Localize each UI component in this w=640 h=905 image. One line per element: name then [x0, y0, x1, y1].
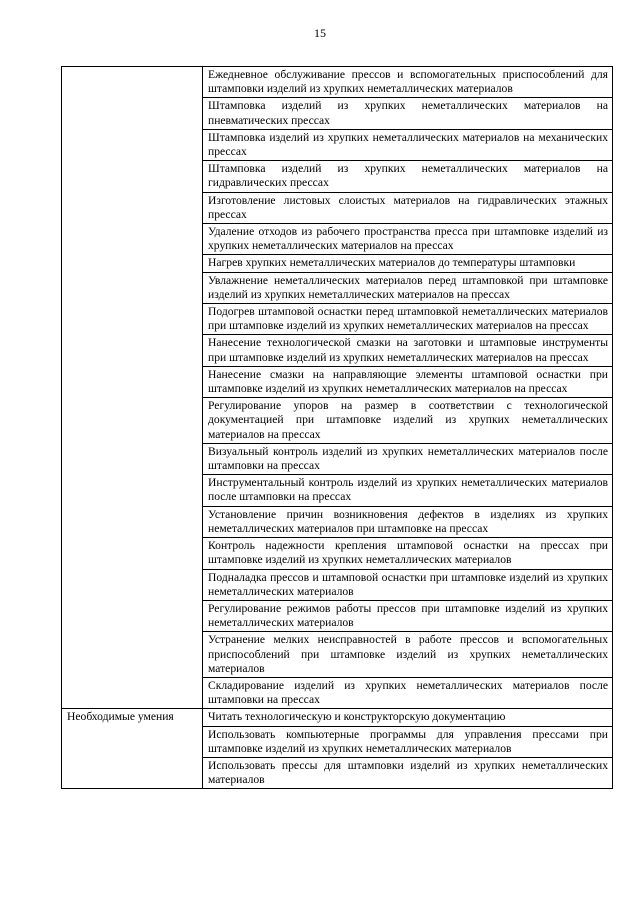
labor-action-cell: Устранение мелких неисправностей в работе прессов и вспомогательных приспособлений при штамповке изделий из хрупких неметаллических материалов — [203, 632, 613, 678]
labor-action-cell: Инструментальный контроль изделий из хрупких неметаллических материалов после штамповки на прессах — [203, 475, 613, 506]
labor-action-cell: Нагрев хрупких неметаллических материалов до температуры штамповки — [203, 255, 613, 272]
labor-action-cell: Удаление отходов из рабочего пространства пресса при штамповке изделий из хрупких неметаллических материалов на прессах — [203, 224, 613, 255]
labor-action-cell: Штамповка изделий из хрупких неметаллических материалов на гидравлических прессах — [203, 161, 613, 192]
labor-action-cell: Регулирование режимов работы прессов при штамповке изделий из хрупких неметаллических материалов — [203, 600, 613, 631]
labor-action-cell: Контроль надежности крепления штамповой оснастки на прессах при штамповке изделий из хрупких неметаллических материалов — [203, 538, 613, 569]
labor-action-cell: Складирование изделий из хрупких неметаллических материалов после штамповки на прессах — [203, 677, 613, 708]
skill-cell: Читать технологическую и конструкторскую документацию — [203, 709, 613, 726]
table-body — [62, 67, 613, 789]
page-number: 15 — [314, 26, 326, 40]
qualification-table — [61, 66, 613, 789]
labor-action-cell: Увлажнение неметаллических материалов перед штамповкой при штамповке изделий из хрупких неметаллических материалов на прессах — [203, 272, 613, 303]
skills-label-cell: Необходимые умения — [62, 709, 203, 789]
skill-cell: Использовать компьютерные программы для управления прессами при штамповке изделий из хрупких неметаллических материалов — [203, 726, 613, 757]
labor-action-cell: Ежедневное обслуживание прессов и вспомогательных приспособлений для штамповки изделий из хрупких неметаллических материалов — [203, 67, 613, 98]
labor-action-cell: Подналадка прессов и штамповой оснастки при штамповке изделий из хрупких неметаллических материалов — [203, 569, 613, 600]
labor-action-cell: Установление причин возникновения дефектов в изделиях из хрупких неметаллических материалов при штамповке на прессах — [203, 506, 613, 537]
section-label-cell-empty — [62, 67, 203, 709]
labor-action-cell: Штамповка изделий из хрупких неметаллических материалов на механических прессах — [203, 129, 613, 160]
skill-cell: Использовать прессы для штамповки изделий из хрупких неметаллических материалов — [203, 757, 613, 788]
table-row — [62, 67, 613, 98]
labor-action-cell: Визуальный контроль изделий из хрупких неметаллических материалов после штамповки на прессах — [203, 443, 613, 474]
labor-action-cell: Нанесение смазки на направляющие элементы штамповой оснастки при штамповке изделий из хрупких неметаллических материалов на прессах — [203, 366, 613, 397]
labor-action-cell: Штамповка изделий из хрупких неметаллических материалов на пневматических прессах — [203, 98, 613, 129]
table-row — [62, 709, 613, 726]
labor-action-cell: Регулирование упоров на размер в соответствии с технологической документацией при штамповке изделий из хрупких неметаллических материалов на прессах — [203, 398, 613, 444]
labor-action-cell: Нанесение технологической смазки на заготовки и штамповые инструменты при штамповке изделий из хрупких неметаллических материалов на прессах — [203, 335, 613, 366]
labor-action-cell: Изготовление листовых слоистых материалов на гидравлических этажных прессах — [203, 192, 613, 223]
labor-action-cell: Подогрев штамповой оснастки перед штамповкой неметаллических материалов при штамповке изделий из хрупких неметаллических материалов на прессах — [203, 304, 613, 335]
